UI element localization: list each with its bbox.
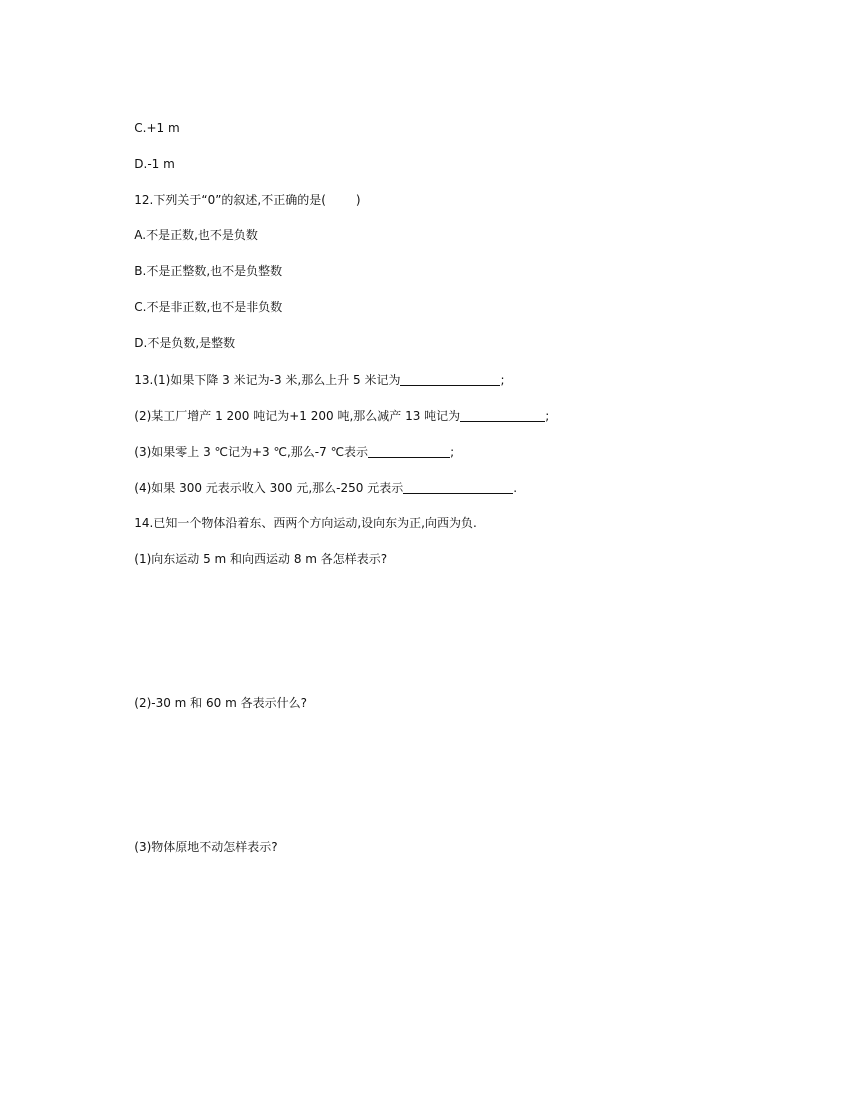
option-d-prev-text: D.-1 m bbox=[134, 157, 175, 171]
option-c-prev bbox=[119, 104, 180, 135]
option-c-prev-text: C.+1 m bbox=[134, 121, 180, 135]
q13-p3-blank[interactable] bbox=[368, 445, 450, 458]
question-14-part-3 bbox=[119, 823, 278, 854]
option-b-text: B.不是正整数,也不是负整数 bbox=[134, 264, 283, 278]
question-13-part-4 bbox=[119, 464, 518, 495]
question-14-part-2 bbox=[119, 679, 307, 710]
question-14-stem bbox=[119, 499, 477, 530]
q13-p2-end: ; bbox=[545, 409, 550, 423]
option-c-text: C.不是非正数,也不是非负数 bbox=[134, 300, 283, 314]
q13-p4-end: . bbox=[513, 481, 518, 495]
question-12-option-b bbox=[119, 247, 283, 278]
q13-p3-text: (3)如果零上 3 ℃记为+3 ℃,那么-7 ℃表示 bbox=[134, 445, 369, 459]
question-12-option-c bbox=[119, 283, 283, 314]
question-14-stem-text: 14.已知一个物体沿着东、西两个方向运动,设向东为正,向西为负. bbox=[134, 516, 477, 530]
question-13-part-2 bbox=[119, 392, 550, 423]
q13-p4-blank[interactable] bbox=[403, 481, 513, 494]
question-12-stem-text: 12.下列关于“0”的叙述,不正确的是( bbox=[134, 193, 326, 207]
q14-p1-text: (1)向东运动 5 m 和向西运动 8 m 各怎样表示? bbox=[134, 552, 388, 566]
option-a-text: A.不是正数,也不是负数 bbox=[134, 228, 258, 242]
q13-p1-text: 13.(1)如果下降 3 米记为-3 米,那么上升 5 米记为 bbox=[134, 373, 401, 387]
question-12-option-d bbox=[119, 319, 236, 350]
question-12-close-paren: ) bbox=[355, 193, 361, 207]
q14-p2-text: (2)-30 m 和 60 m 各表示什么? bbox=[134, 696, 307, 710]
q13-p1-end: ; bbox=[500, 373, 505, 387]
option-d-text: D.不是负数,是整数 bbox=[134, 336, 236, 350]
q13-p4-text: (4)如果 300 元表示收入 300 元,那么-250 元表示 bbox=[134, 481, 404, 495]
q13-p1-blank[interactable] bbox=[400, 373, 500, 386]
q13-p2-blank[interactable] bbox=[460, 409, 545, 422]
question-12-stem bbox=[119, 176, 361, 207]
question-13-part-1 bbox=[119, 356, 505, 387]
question-14-part-1 bbox=[119, 535, 388, 566]
question-12-option-a bbox=[119, 211, 258, 242]
q14-p3-text: (3)物体原地不动怎样表示? bbox=[134, 840, 278, 854]
question-13-part-3 bbox=[119, 428, 455, 459]
option-d-prev bbox=[119, 140, 175, 171]
q13-p3-end: ; bbox=[450, 445, 455, 459]
q13-p2-text: (2)某工厂增产 1 200 吨记为+1 200 吨,那么减产 13 吨记为 bbox=[134, 409, 461, 423]
